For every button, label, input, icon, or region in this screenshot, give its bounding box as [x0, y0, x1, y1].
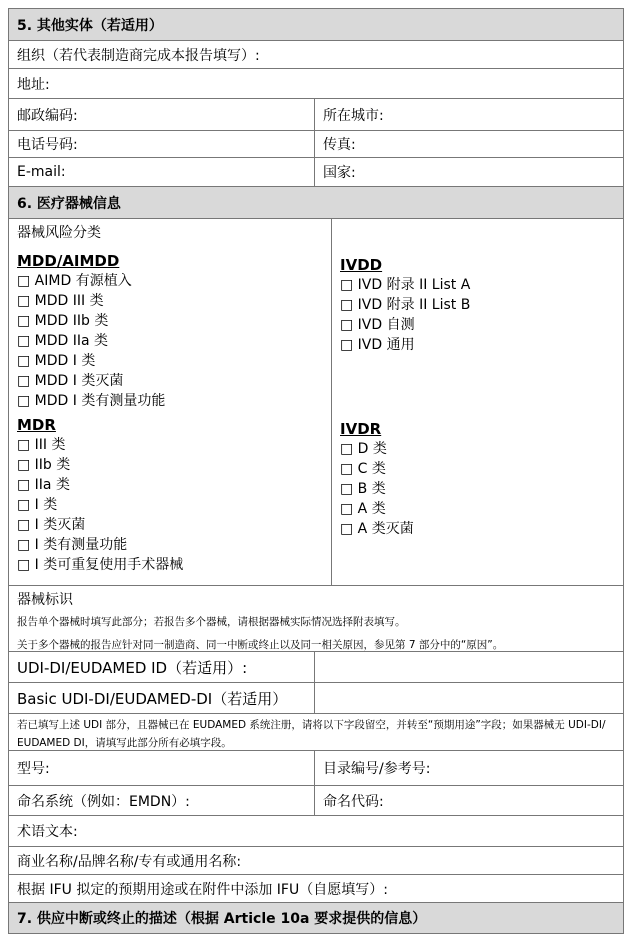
ivdr-checkbox-option[interactable]: □ A 类 [340, 501, 386, 517]
model-field[interactable]: 型号: [9, 751, 315, 785]
mdr-checkbox-option[interactable]: □ I 类有测量功能 [17, 537, 128, 553]
mdr-checkbox-option[interactable]: □ I 类可重复使用手术器械 [17, 557, 184, 573]
form-table [8, 8, 624, 934]
basic-udi-input[interactable] [315, 683, 623, 713]
mdd-checkbox-option[interactable]: □ MDD I 类 [17, 353, 96, 369]
ivdd-checkbox-option[interactable]: □ IVD 附录 II List A [340, 277, 471, 293]
risk-right-column [332, 219, 623, 585]
ivdd-title: IVDD [340, 256, 383, 274]
org-field[interactable]: 组织（若代表制造商完成本报告填写）: [17, 47, 260, 64]
term-text-field[interactable]: 术语文本: [17, 824, 78, 840]
ivdr-checkbox-option[interactable]: □ B 类 [340, 481, 386, 497]
mdd-title: MDD/AIMDD [17, 252, 120, 270]
intended-use-field[interactable]: 根据 IFU 拟定的预期用途或在附件中添加 IFU（自愿填写）: [17, 881, 388, 898]
ivdd-checkbox-option[interactable]: □ IVD 自测 [340, 317, 415, 333]
ivdd-checkbox-option[interactable]: □ IVD 附录 II List B [340, 297, 471, 313]
nomenclature-field[interactable]: 命名系统（例如：EMDN）: [9, 786, 315, 815]
mdr-checkbox-option[interactable]: □ III 类 [17, 437, 66, 453]
ivdr-checkbox-option[interactable]: □ A 类灭菌 [340, 521, 414, 537]
mdr-checkbox-option[interactable]: □ IIa 类 [17, 477, 70, 493]
mdr-title: MDR [17, 416, 56, 434]
risk-class-label: 器械风险分类 [17, 225, 101, 241]
fax-field[interactable]: 传真: [323, 137, 356, 153]
catalog-field[interactable]: 目录编号/参考号: [323, 761, 431, 777]
ivdr-checkbox-option[interactable]: □ C 类 [340, 461, 386, 477]
mdr-checkbox-option[interactable]: □ IIb 类 [17, 457, 71, 473]
section-5-header: 5. 其他实体（若适用） [9, 9, 623, 40]
mdd-checkbox-option[interactable]: □ MDD III 类 [17, 293, 104, 309]
city-field[interactable]: 所在城市: [323, 107, 384, 124]
device-id-note-1: 报告单个器械时填写此部分；若报告多个器械，请根据器械实际情况选择附表填写。 [17, 616, 406, 628]
phone-field[interactable]: 电话号码: [9, 131, 315, 157]
country-field[interactable]: 国家: [323, 165, 356, 181]
mdr-checkbox-option[interactable]: □ I 类灭菌 [17, 517, 86, 533]
section-6-header: 6. 医疗器械信息 [9, 187, 623, 218]
postcode-field[interactable]: 邮政编码: [9, 99, 315, 130]
mdd-checkbox-option[interactable]: □ MDD I 类灭菌 [17, 373, 124, 389]
device-id-label: 器械标识 [17, 592, 73, 608]
ivdr-checkbox-option[interactable]: □ D 类 [340, 441, 387, 457]
ivdd-checkbox-option[interactable]: □ IVD 通用 [340, 337, 415, 353]
section-7-header: 7. 供应中断或终止的描述（根据 Article 10a 要求提供的信息） [9, 903, 623, 933]
email-field[interactable]: E-mail: [9, 158, 315, 186]
address-field[interactable]: 地址: [17, 76, 50, 93]
mdd-checkbox-option[interactable]: □ MDD IIa 类 [17, 333, 109, 349]
nomenclature-code-field[interactable]: 命名代码: [323, 793, 384, 810]
basic-udi-label: Basic UDI-DI/EUDAMED-DI（若适用） [9, 683, 315, 713]
udi-label: UDI-DI/EUDAMED ID（若适用）: [9, 652, 315, 682]
udi-note: 若已填写上述 UDI 部分，且器械已在 EUDAMED 系统注册，请将以下字段留空，并转至“预期用途”字段；如果器械无 UDI-DI/ EUDAMED DI，请填写此部分所有必填字段。 [17, 719, 606, 749]
risk-left-column [9, 219, 332, 585]
mdd-checkbox-option[interactable]: □ AIMD 有源植入 [17, 273, 132, 289]
trade-name-field[interactable]: 商业名称/品牌名称/专有或通用名称: [17, 853, 242, 870]
device-id-note-2: 关于多个器械的报告应针对同一制造商、同一中断或终止以及同一相关原因，参见第 7 部分中的“原因”。 [17, 639, 504, 651]
mdr-checkbox-option[interactable]: □ I 类 [17, 497, 58, 513]
ivdr-title: IVDR [340, 420, 382, 438]
udi-input[interactable] [315, 652, 623, 682]
mdd-checkbox-option[interactable]: □ MDD I 类有测量功能 [17, 393, 166, 409]
mdd-checkbox-option[interactable]: □ MDD IIb 类 [17, 313, 109, 329]
